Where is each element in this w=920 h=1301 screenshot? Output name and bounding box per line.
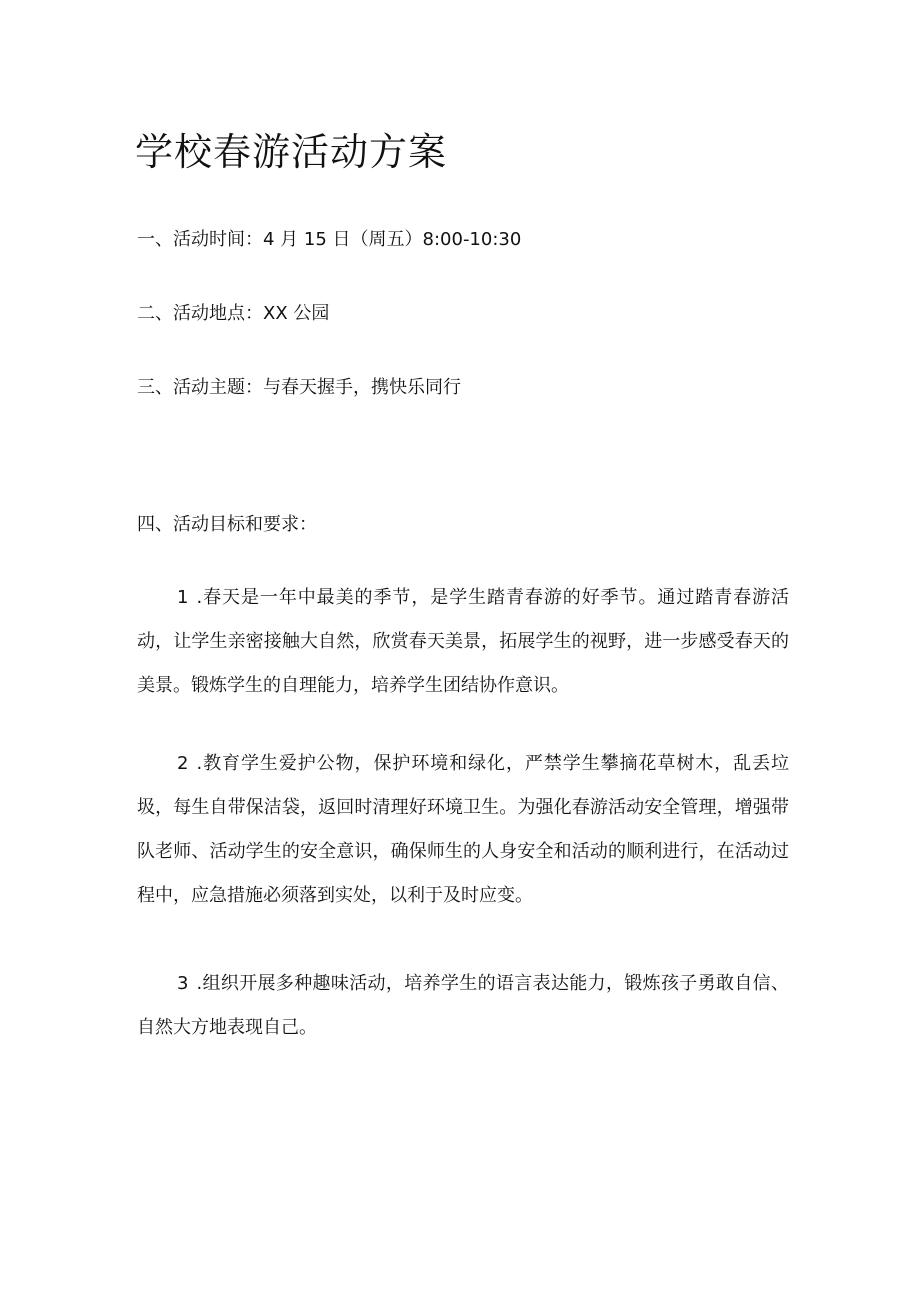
section-location-value: XX 公园 bbox=[263, 303, 330, 324]
section-theme bbox=[137, 376, 461, 400]
section-time-label: 一、活动时间： bbox=[137, 229, 263, 250]
section-theme-label: 三、活动主题： bbox=[137, 377, 263, 398]
goal-text: .春天是一年中最美的季节，是学生踏青春游的好季节。通过踏青春游活动，让学生亲密接触大自然，欣赏春天美景，拓展学生的视野，进一步感受春天的美景。锻炼学生的自理能力，培养学生团结协作意识。 bbox=[137, 587, 789, 696]
document-title: 学校春游活动方案 bbox=[135, 130, 448, 174]
section-time bbox=[137, 228, 521, 252]
goal-number: 1 bbox=[177, 587, 189, 608]
goal-number: 3 bbox=[177, 973, 189, 994]
goal-number: 2 bbox=[177, 753, 189, 774]
goal-text: .教育学生爱护公物，保护环境和绿化，严禁学生攀摘花草树木，乱丢垃圾，每生自带保洁袋，返回时清理好环境卫生。为强化春游活动安全管理，增强带队老师、活动学生的安全意识，确保师生的人身安全和活动的顺利进行，在活动过程中，应急措施必须落到实处，以利于及时应变。 bbox=[137, 753, 789, 906]
goal-item-3 bbox=[137, 962, 789, 1050]
section-time-value: 4 月 15 日（周五）8:00-10:30 bbox=[263, 229, 522, 250]
section-location bbox=[137, 302, 329, 326]
goal-item-2 bbox=[137, 742, 789, 918]
goals-heading: 四、活动目标和要求： bbox=[137, 514, 317, 535]
goal-item-1 bbox=[137, 576, 789, 708]
section-location-label: 二、活动地点： bbox=[137, 303, 263, 324]
section-theme-value: 与春天握手，携快乐同行 bbox=[263, 377, 461, 398]
goal-text: .组织开展多种趣味活动，培养学生的语言表达能力，锻炼孩子勇敢自信、自然大方地表现自己。 bbox=[137, 973, 789, 1038]
